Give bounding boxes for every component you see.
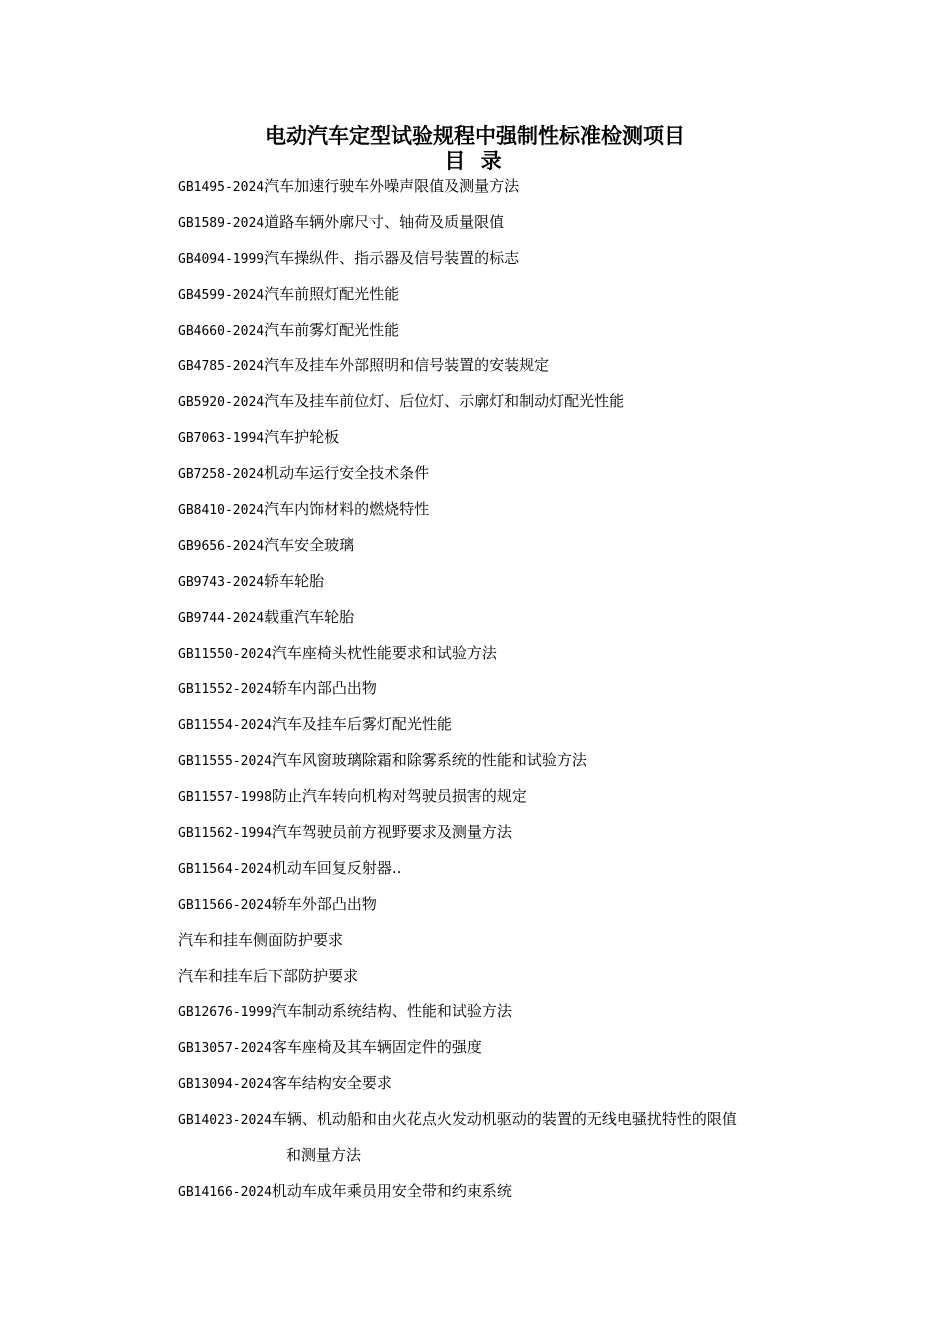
toc-entry <box>178 1179 878 1215</box>
standard-code: GB4660-2024 <box>178 323 265 339</box>
standard-code: GB4599-2024 <box>178 287 265 303</box>
toc-entry <box>178 282 878 318</box>
toc-entry <box>178 856 878 892</box>
toc-entry <box>178 318 878 354</box>
table-of-contents <box>178 174 878 1215</box>
toc-entry <box>178 461 878 497</box>
toc-entry <box>178 928 878 964</box>
standard-title: 载重汽车轮胎 <box>264 607 355 626</box>
standard-title: 汽车前照灯配光性能 <box>264 284 400 303</box>
standard-title: 道路车辆外廓尺寸、轴荷及质量限值 <box>264 212 505 231</box>
standard-code: GB7258-2024 <box>178 467 265 483</box>
standard-title: 客车结构安全要求 <box>271 1074 392 1093</box>
toc-entry <box>178 712 878 748</box>
toc-entry <box>178 425 878 461</box>
standard-title: 机动车成年乘员用安全带和约束系统 <box>271 1182 512 1201</box>
standard-title: 汽车前雾灯配光性能 <box>264 320 400 339</box>
toc-entry <box>178 1071 878 1107</box>
standard-title: 汽车及挂车后雾灯配光性能 <box>271 715 452 734</box>
standard-code: GB11554-2024 <box>178 718 272 734</box>
standard-title: 汽车和挂车侧面防护要求 <box>178 930 344 949</box>
standard-title: 汽车座椅头枕性能要求和试验方法 <box>271 643 497 662</box>
standard-title: 汽车及挂车外部照明和信号装置的安装规定 <box>264 356 550 375</box>
standard-title: 汽车护轮板 <box>264 428 340 447</box>
toc-entry <box>178 676 878 712</box>
standard-title: 汽车制动系统结构、性能和试验方法 <box>271 1002 512 1021</box>
standard-title: 机动车运行安全技术条件 <box>264 464 430 483</box>
standard-code: GB14023-2024 <box>178 1113 272 1129</box>
standard-title: 轿车外部凸出物 <box>271 894 377 913</box>
standard-code: GB9744-2024 <box>178 610 265 626</box>
toc-entry <box>178 533 878 569</box>
standard-code: GB11557-1998 <box>178 790 272 806</box>
toc-entry <box>178 497 878 533</box>
toc-heading: 目 录 <box>444 148 506 173</box>
standard-title: 汽车加速行驶车外噪声限值及测量方法 <box>264 177 520 195</box>
standard-title: 轿车轮胎 <box>264 571 325 590</box>
toc-entry <box>178 748 878 784</box>
toc-entry <box>178 210 878 246</box>
toc-entry <box>178 246 878 282</box>
standard-title: 防止汽车转向机构对驾驶员损害的规定 <box>271 787 527 806</box>
standard-code: GB9656-2024 <box>178 538 265 554</box>
toc-entry <box>178 784 878 820</box>
toc-entry <box>178 1035 878 1071</box>
standard-code: GB4094-1999 <box>178 251 265 267</box>
standard-title: 机动车回复反射器.. <box>271 858 402 877</box>
standard-code: GB14166-2024 <box>178 1185 272 1201</box>
standard-code: GB7063-1994 <box>178 431 265 447</box>
standard-code: GB1495-2024 <box>178 180 265 195</box>
standard-title: 汽车内饰材料的燃烧特性 <box>264 500 430 519</box>
standard-title: 轿车内部凸出物 <box>271 679 377 698</box>
toc-entry <box>178 820 878 856</box>
standard-title: 汽车及挂车前位灯、后位灯、示廓灯和制动灯配光性能 <box>264 392 625 411</box>
standard-title: 汽车风窗玻璃除霜和除雾系统的性能和试验方法 <box>271 751 587 770</box>
toc-entry <box>178 1107 878 1143</box>
standard-title: 汽车安全玻璃 <box>264 535 355 554</box>
standard-code: GB9743-2024 <box>178 574 265 590</box>
standard-title: 汽车操纵件、指示器及信号装置的标志 <box>264 248 520 267</box>
toc-entry <box>178 999 878 1035</box>
standard-code: GB4785-2024 <box>178 359 265 375</box>
standard-title-continuation: 和测量方法 <box>286 1146 362 1165</box>
toc-entry <box>178 389 878 425</box>
standard-code: GB11566-2024 <box>178 897 272 913</box>
standard-code: GB11555-2024 <box>178 754 272 770</box>
document-title: 电动汽车定型试验规程中强制性标准检测项目 <box>265 123 685 148</box>
standard-code: GB13057-2024 <box>178 1041 272 1057</box>
standard-code: GB11564-2024 <box>178 861 272 877</box>
standard-code: GB1589-2024 <box>178 215 265 231</box>
standard-title: 汽车驾驶员前方视野要求及测量方法 <box>271 823 512 842</box>
standard-title: 客车座椅及其车辆固定件的强度 <box>271 1038 482 1057</box>
standard-title: 车辆、机动船和由火花点火发动机驱动的装置的无线电骚扰特性的限值 <box>271 1110 737 1129</box>
standard-code: GB11552-2024 <box>178 682 272 698</box>
toc-entry <box>178 569 878 605</box>
standard-code: GB13094-2024 <box>178 1077 272 1093</box>
standard-title: 汽车和挂车后下部防护要求 <box>178 966 359 985</box>
standard-code: GB11562-1994 <box>178 826 272 842</box>
standard-code: GB5920-2024 <box>178 395 265 411</box>
toc-entry <box>178 964 878 1000</box>
standard-code: GB8410-2024 <box>178 503 265 519</box>
toc-entry <box>178 892 878 928</box>
toc-entry <box>178 353 878 389</box>
standard-code: GB11550-2024 <box>178 646 272 662</box>
standard-code: GB12676-1999 <box>178 1005 272 1021</box>
toc-entry <box>178 174 878 210</box>
toc-entry <box>178 605 878 641</box>
toc-entry <box>178 641 878 677</box>
